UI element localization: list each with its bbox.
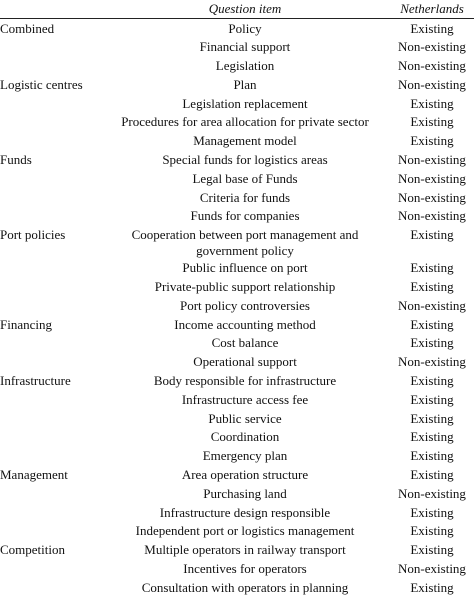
- question-item-cell: Purchasing land: [203, 485, 287, 501]
- netherlands-cell: Existing: [410, 579, 454, 595]
- netherlands-cell: Non-existing: [398, 485, 466, 501]
- table-row: [0, 540, 474, 559]
- question-item-cell: Legislation replacement: [182, 95, 308, 111]
- question-item-cell: Public influence on port: [182, 260, 308, 276]
- table-row: [0, 352, 474, 371]
- category-cell: [0, 169, 90, 188]
- netherlands-cell: Non-existing: [398, 354, 466, 370]
- table-row: [0, 427, 474, 446]
- question-item-cell: Cost balance: [211, 335, 279, 351]
- netherlands-cell: Existing: [410, 279, 454, 295]
- category-cell: [0, 409, 90, 428]
- table-row: [0, 277, 474, 296]
- category-cell: Management: [0, 467, 68, 483]
- table-row: [0, 521, 474, 540]
- table-row: [0, 112, 474, 131]
- category-cell: [0, 333, 90, 352]
- question-item-cell: Cooperation between port management and government policy: [131, 227, 359, 258]
- category-cell: [0, 296, 90, 315]
- category-cell: Competition: [0, 542, 65, 558]
- table-row: [0, 258, 474, 277]
- table-row: [0, 390, 474, 409]
- netherlands-cell: Non-existing: [398, 189, 466, 205]
- question-item-cell: Plan: [233, 76, 257, 92]
- question-item-cell: Infrastructure access fee: [181, 391, 309, 407]
- category-cell: [0, 37, 90, 56]
- table-row: [0, 19, 474, 38]
- netherlands-cell: Existing: [410, 373, 454, 389]
- netherlands-cell: Non-existing: [398, 297, 466, 313]
- category-cell: [0, 112, 90, 131]
- category-cell: Funds: [0, 152, 32, 168]
- netherlands-cell: Existing: [410, 260, 454, 276]
- question-item-cell: Infrastructure design responsible: [159, 504, 331, 520]
- table-row: [0, 169, 474, 188]
- category-cell: [0, 277, 90, 296]
- question-item-cell: Incentives for operators: [183, 561, 307, 577]
- table-row: [0, 296, 474, 315]
- category-cell: Financing: [0, 316, 52, 332]
- table-row: [0, 188, 474, 207]
- netherlands-cell: Non-existing: [398, 170, 466, 186]
- category-cell: Combined: [0, 21, 55, 36]
- table-row: [0, 484, 474, 503]
- netherlands-cell: Existing: [410, 523, 454, 539]
- question-item-cell: Emergency plan: [202, 448, 288, 464]
- table-row: [0, 315, 474, 334]
- question-item-cell: Coordination: [210, 429, 280, 445]
- netherlands-cell: Existing: [410, 467, 454, 483]
- category-cell: Port policies: [0, 227, 66, 243]
- netherlands-cell: Existing: [410, 504, 454, 520]
- category-cell: [0, 56, 90, 75]
- question-item-cell: Area operation structure: [181, 467, 309, 483]
- table-body: [0, 19, 474, 597]
- table-row: [0, 37, 474, 56]
- table-row: [0, 409, 474, 428]
- netherlands-cell: Existing: [410, 391, 454, 407]
- category-cell: [0, 559, 90, 578]
- question-item-cell: Private-public support relationship: [154, 279, 336, 295]
- netherlands-cell: Non-existing: [398, 561, 466, 577]
- netherlands-cell: Non-existing: [398, 39, 466, 55]
- question-item-cell: Independent port or logistics management: [135, 523, 355, 539]
- table-row: [0, 150, 474, 169]
- question-item-cell: Operational support: [193, 354, 297, 370]
- category-cell: [0, 521, 90, 540]
- question-item-cell: Consultation with operators in planning: [141, 579, 349, 595]
- category-cell: [0, 390, 90, 409]
- category-cell: [0, 484, 90, 503]
- category-cell: [0, 188, 90, 207]
- table-row: [0, 225, 474, 258]
- question-item-cell: Policy: [228, 21, 262, 36]
- category-cell: [0, 578, 90, 597]
- table-row: [0, 503, 474, 522]
- category-cell: [0, 427, 90, 446]
- table-row: [0, 446, 474, 465]
- question-item-cell: Public service: [208, 410, 282, 426]
- header-question-item: Question item: [90, 0, 390, 19]
- netherlands-cell: Existing: [410, 542, 454, 558]
- table-row: [0, 333, 474, 352]
- category-cell: [0, 94, 90, 113]
- table-row: [0, 371, 474, 390]
- netherlands-cell: Existing: [410, 133, 454, 149]
- question-item-cell: Management model: [193, 133, 297, 149]
- netherlands-cell: Existing: [410, 227, 454, 243]
- netherlands-cell: Existing: [410, 335, 454, 351]
- table-row: [0, 94, 474, 113]
- question-item-cell: Legal base of Funds: [192, 170, 298, 186]
- table-row: [0, 131, 474, 150]
- question-item-cell: Income accounting method: [174, 316, 316, 332]
- category-cell: Infrastructure: [0, 373, 71, 389]
- question-item-cell: Body responsible for infrastructure: [153, 373, 337, 389]
- netherlands-cell: Existing: [410, 95, 454, 111]
- netherlands-cell: Existing: [410, 429, 454, 445]
- netherlands-cell: Existing: [410, 21, 454, 36]
- category-cell: [0, 446, 90, 465]
- table-row: [0, 56, 474, 75]
- category-cell: [0, 131, 90, 150]
- table-row: [0, 559, 474, 578]
- table-row: [0, 465, 474, 484]
- question-item-cell: Procedures for area allocation for private sector: [121, 114, 369, 130]
- header-row: [0, 0, 474, 19]
- question-item-cell: Multiple operators in railway transport: [144, 542, 346, 558]
- netherlands-cell: Existing: [410, 410, 454, 426]
- question-item-cell: Special funds for logistics areas: [162, 152, 328, 168]
- netherlands-cell: Existing: [410, 316, 454, 332]
- category-cell: Logistic centres: [0, 76, 83, 92]
- table-row: [0, 75, 474, 94]
- question-item-cell: Financial support: [199, 39, 291, 55]
- netherlands-cell: Non-existing: [398, 208, 466, 224]
- question-item-cell: Funds for companies: [190, 208, 300, 224]
- table-row: [0, 206, 474, 225]
- question-item-cell: Criteria for funds: [199, 189, 291, 205]
- question-item-cell: Legislation: [215, 58, 275, 74]
- category-cell: [0, 258, 90, 277]
- table-row: [0, 578, 474, 597]
- header-netherlands: Netherlands: [390, 0, 474, 19]
- category-cell: [0, 206, 90, 225]
- netherlands-cell: Existing: [410, 448, 454, 464]
- category-cell: [0, 352, 90, 371]
- netherlands-cell: Non-existing: [398, 152, 466, 168]
- question-item-cell: Port policy controversies: [180, 297, 310, 313]
- table-header: [0, 0, 474, 19]
- netherlands-cell: Non-existing: [398, 76, 466, 92]
- header-category: [0, 0, 90, 19]
- category-cell: [0, 503, 90, 522]
- netherlands-cell: Non-existing: [398, 58, 466, 74]
- netherlands-cell: Existing: [410, 114, 454, 130]
